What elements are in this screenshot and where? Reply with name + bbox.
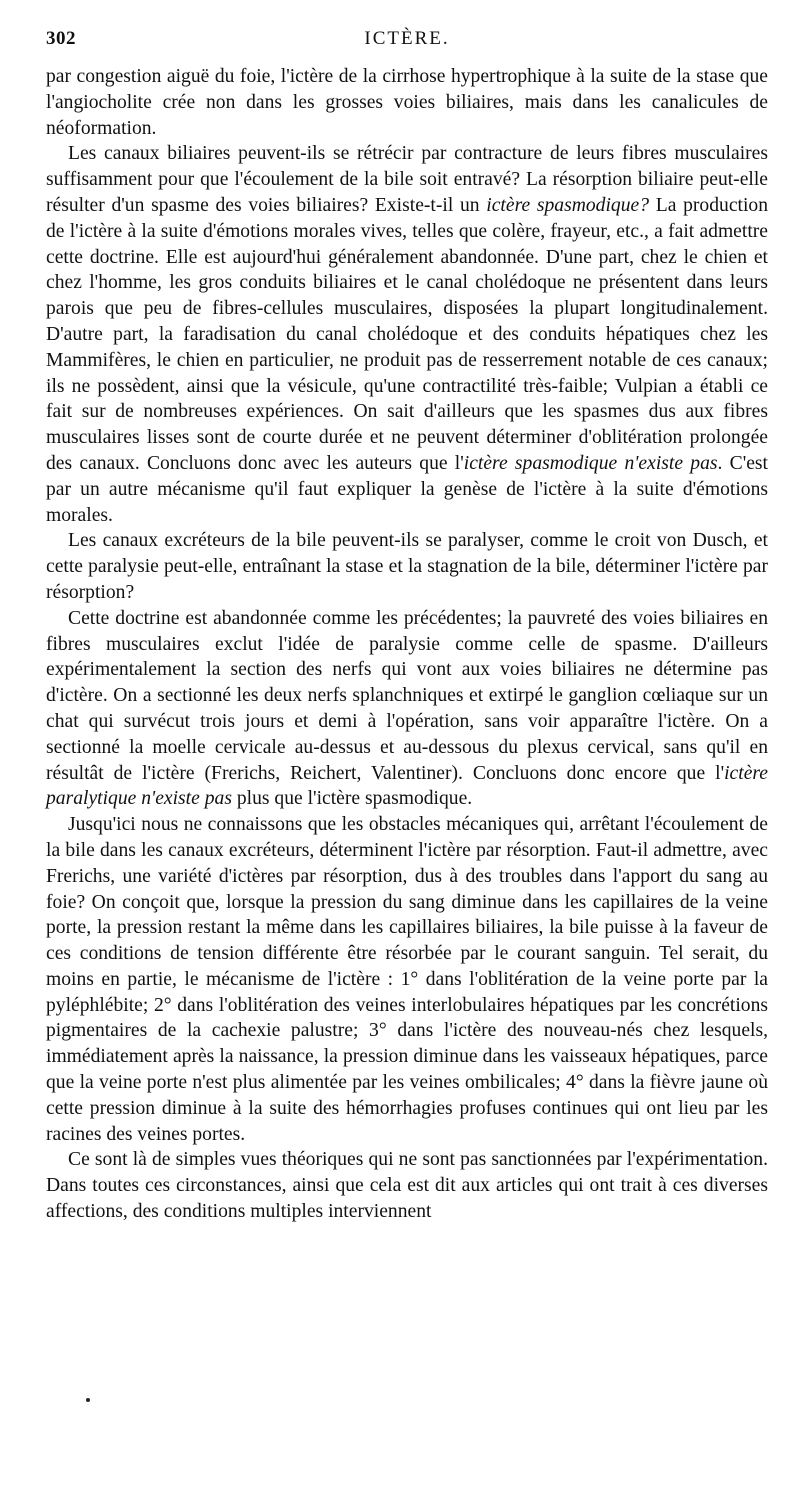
paragraph-3: [46, 528, 768, 605]
text-segment: par congestion aiguë du foie, l'ictère de la cirrhose hypertrophique à la suite de la stase que l'angiocholite crée non dans les grosses voies biliaires, mais dans les canalicules de néoformation.: [46, 66, 768, 139]
text-segment: . C'est par un autre mécanisme qu'il faut expliquer la genèse de l'ictère à la suite d'émotions morales.: [46, 452, 768, 526]
italic-term-ictere-spasmodique-nexiste-pas: ictère spasmodique n'existe pas: [463, 452, 718, 474]
italic-term-ictere-spasmodique: ictère spasmodique?: [486, 194, 650, 216]
paragraph-6: [46, 1147, 768, 1224]
print-speck: [86, 1398, 90, 1402]
page: [46, 28, 768, 1225]
paragraph-5: [46, 812, 768, 1147]
paragraph-2: [46, 141, 768, 528]
text-segment: La production de l'ictère à la suite d'émotions morales vives, telles que colère, frayeur, etc., a fait admettre cette doctrine. Elle est aujourd'hui généralement abandonnée. D'une part, chez le chien et chez l'homme, les gros conduits biliaires et le canal cholédoque ne présentent dans leurs parois que peu de fibres-cellules musculaires, disposées la plupart longitudinalement. D'autre part, la faradisation du canal cholédoque et des conduits hépatiques chez les Mammifères, le chien en particulier, ne produit pas de resserrement notable de ces canaux; ils ne possèdent, ainsi que la vésicule, qu'une contractilité très-faible; Vulpian a établi ce fait sur de nombreuses expériences. On sait d'ailleurs que les spasmes dus aux fibres musculaires lisses sont de courte durée et ne peuvent déterminer d'oblitération prolongée des canaux. Concluons donc avec les auteurs que l': [46, 194, 768, 474]
text-segment: Les canaux biliaires peuvent-ils se rétrécir par contracture de leurs fibres musculaires suffisamment pour que l'écoulement de la bile soit entravé? La résorption biliaire peut-elle résulter d'un spasme des voies biliaires? Existe-t-il un: [46, 143, 768, 216]
paragraph-4: [46, 606, 768, 812]
page-header: [46, 28, 768, 64]
text-segment: Jusqu'ici nous ne connaissons que les obstacles mécaniques qui, arrêtant l'écoulement de la bile dans les canaux excréteurs, déterminent l'ictère par résorption. Faut-il admettre, avec Frerichs, une variété d'ictères par résorption, dus à des troubles dans l'apport du sang au foie? On conçoit que, lorsque la pression du sang diminue dans les capillaires de la veine porte, la pression restant la même dans les capillaires biliaires, la bile puisse à la faveur de ces conditions de tension différente être résorbée par le courant sanguin. Tel serait, du moins en partie, le mécanisme de l'ictère : 1° dans l'oblitération de la veine porte par la pyléphlébite; 2° dans l'oblitération des veines interlobulaires hépatiques par les concrétions pigmentaires de la cachexie palustre; 3° dans l'ictère des nouveau-nés chez lesquels, immédiatement après la naissance, la pression diminue dans les vaisseaux hépatiques, parce que la veine porte n'est plus alimentée par les veines ombilicales; 4° dans la fièvre jaune où cette pression diminue à la suite des hémorrhagies profuses continues qui ont lieu par les racines des veines portes.: [46, 814, 768, 1145]
running-title: ICTÈRE.: [364, 28, 450, 49]
italic-term-ictere-paralytique: ictère paralytique n'existe pas: [46, 762, 768, 810]
body-text: [46, 64, 768, 1225]
page-number: 302: [46, 28, 76, 49]
text-segment: Cette doctrine est abandonnée comme les précédentes; la pauvreté des voies biliaires en fibres musculaires exclut l'idée de paralysie comme celle de spasme. D'ailleurs expérimentalement la section des nerfs qui vont aux voies biliaires ne détermine pas d'ictère. On a sectionné les deux nerfs splanchniques et extirpé le ganglion cœliaque sur un chat qui survécut trois jours et demi à l'opération, sans voir apparaître l'ictère. On a sectionné la moelle cervicale au-dessus et au-dessous du plexus cervical, sans qu'il en résultât de l'ictère (Frerichs, Reichert, Valentiner). Concluons donc encore que l': [46, 607, 768, 784]
text-segment: plus que l'ictère spasmodique.: [231, 788, 473, 810]
text-segment: Ce sont là de simples vues théoriques qui ne sont pas sanctionnées par l'expérimentation. Dans toutes ces circonstances, ainsi que cela est dit aux articles qui ont trait à ces diverses affections, des conditions multiples interviennent: [46, 1149, 768, 1223]
text-segment: Les canaux excréteurs de la bile peuvent-ils se paralyser, comme le croit von Dusch, et cette paralysie peut-elle, entraînant la stase et la stagnation de la bile, déterminer l'ictère par résorption?: [46, 530, 768, 603]
paragraph-1: [46, 64, 768, 141]
